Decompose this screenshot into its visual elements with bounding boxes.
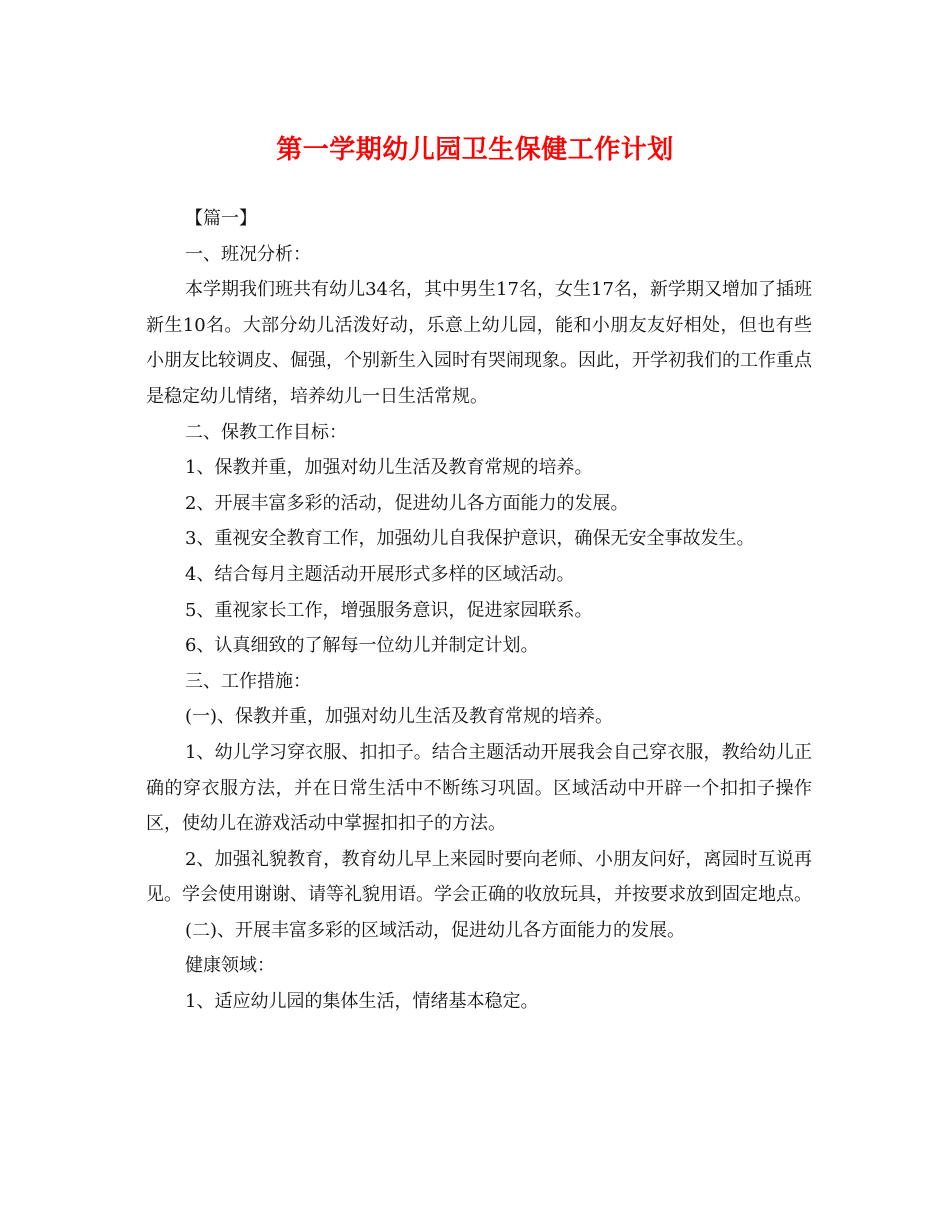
goal-item: 1、保教并重，加强对幼儿生活及教育常规的培养。 [185, 457, 593, 479]
subsection-heading: (一)、保教并重，加强对幼儿生活及教育常规的培养。 [185, 706, 614, 728]
paragraph-class-analysis: 本学期我们班共有幼儿34名，其中男生17名，女生17名，新学期又增加了插班新生10名。大部分幼儿活泼好动，乐意上幼儿园，能和小朋友友好相处，但也有些小朋友比较调皮、倔强，个别新生入园时有哭闹现象。因此，开学初我们的工作重点是稳定幼儿情绪，培养幼儿一日生活常规。 [146, 279, 812, 407]
measure-paragraph: 2、加强礼貌教育，教育幼儿早上来园时要向老师、小朋友问好，离园时互说再见。学会使用谢谢、请等礼貌用语。学会正确的收放玩具，并按要求放到固定地点。 [146, 848, 812, 906]
document-body [146, 201, 812, 1020]
section-heading-class-analysis: 一、班况分析： [185, 243, 311, 265]
goal-item: 4、结合每月主题活动开展形式多样的区域活动。 [185, 563, 575, 585]
section-heading-measures: 三、工作措施： [185, 670, 311, 692]
goal-item: 5、重视家长工作，增强服务意识，促进家园联系。 [185, 599, 593, 621]
section-heading-goals: 二、保教工作目标： [185, 421, 347, 443]
goal-item: 3、重视安全教育工作，加强幼儿自我保护意识，确保无安全事故发生。 [185, 528, 755, 550]
domain-heading: 健康领域： [185, 955, 275, 977]
goal-item: 2、开展丰富多彩的活动，促进幼儿各方面能力的发展。 [185, 492, 629, 514]
document-title: 第一学期幼儿园卫生保健工作计划 [276, 135, 674, 165]
measure-paragraph: 1、幼儿学习穿衣服、扣扣子。结合主题活动开展我会自己穿衣服，教给幼儿正确的穿衣服方法，并在日常生活中不断练习巩固。区域活动中开辟一个扣扣子操作区，使幼儿在游戏活动中掌握扣扣子的方法。 [146, 741, 812, 835]
goal-item: 6、认真细致的了解每一位幼儿并制定计划。 [185, 635, 539, 657]
domain-item: 1、适应幼儿园的集体生活，情绪基本稳定。 [185, 991, 539, 1013]
section-tag: 【篇一】 [185, 208, 257, 229]
subsection-heading: (二)、开展丰富多彩的区域活动，促进幼儿各方面能力的发展。 [185, 919, 686, 941]
